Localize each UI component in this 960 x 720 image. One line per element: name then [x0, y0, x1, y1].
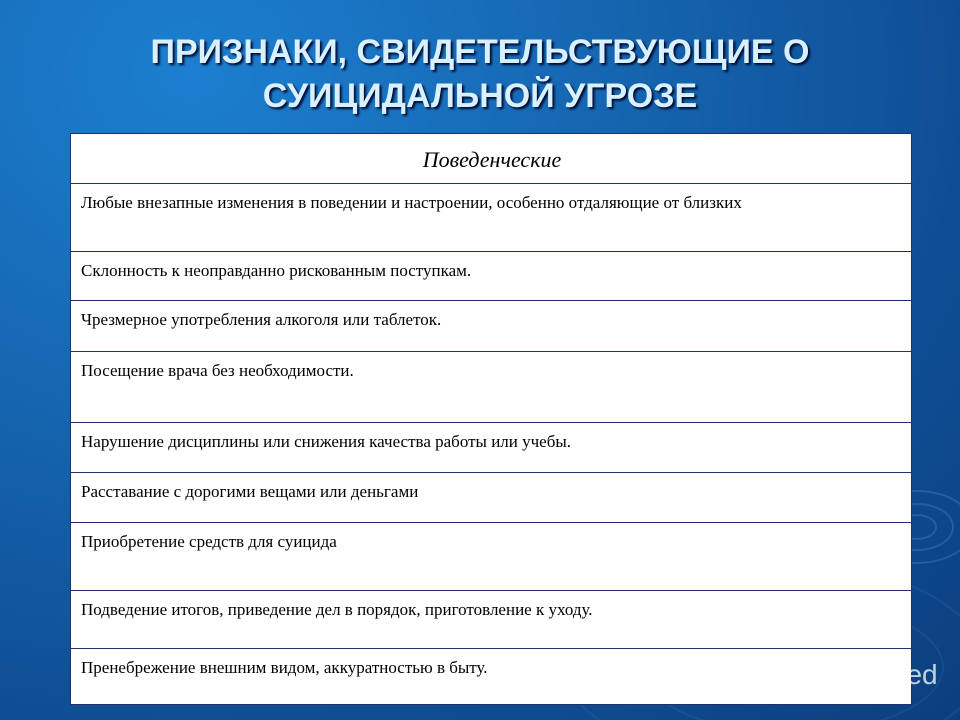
table-row: Склонность к неоправданно рискованным поступкам.: [71, 252, 911, 301]
table-row: Нарушение дисциплины или снижения качества работы или учебы.: [71, 423, 911, 473]
table-row: Подведение итогов, приведение дел в порядок, приготовление к уходу.: [71, 591, 911, 649]
table-row: Любые внезапные изменения в поведении и настроении, особенно отдаляющие от близких: [71, 184, 911, 252]
watermark: [770, 655, 938, 695]
table-row: Расставание с дорогими вещами или деньгами: [71, 473, 911, 523]
watermark-text: MyShared: [810, 659, 938, 690]
slide-title: ПРИЗНАКИ, СВИДЕТЕЛЬСТВУЮЩИЕ О СУИЦИДАЛЬНОЙ УГРОЗЕ: [150, 33, 810, 115]
table-row: Чрезмерное употребления алкоголя или таблеток.: [71, 301, 911, 352]
table-row: Посещение врача без необходимости.: [71, 352, 911, 423]
table-header: Поведенческие: [71, 134, 911, 184]
signs-table: [70, 133, 912, 705]
presentation-board-icon: [770, 658, 804, 692]
table-row: Пренебрежение внешним видом, аккуратностью в быту.: [81, 658, 488, 677]
table-row: Приобретение средств для суицида: [71, 523, 911, 591]
